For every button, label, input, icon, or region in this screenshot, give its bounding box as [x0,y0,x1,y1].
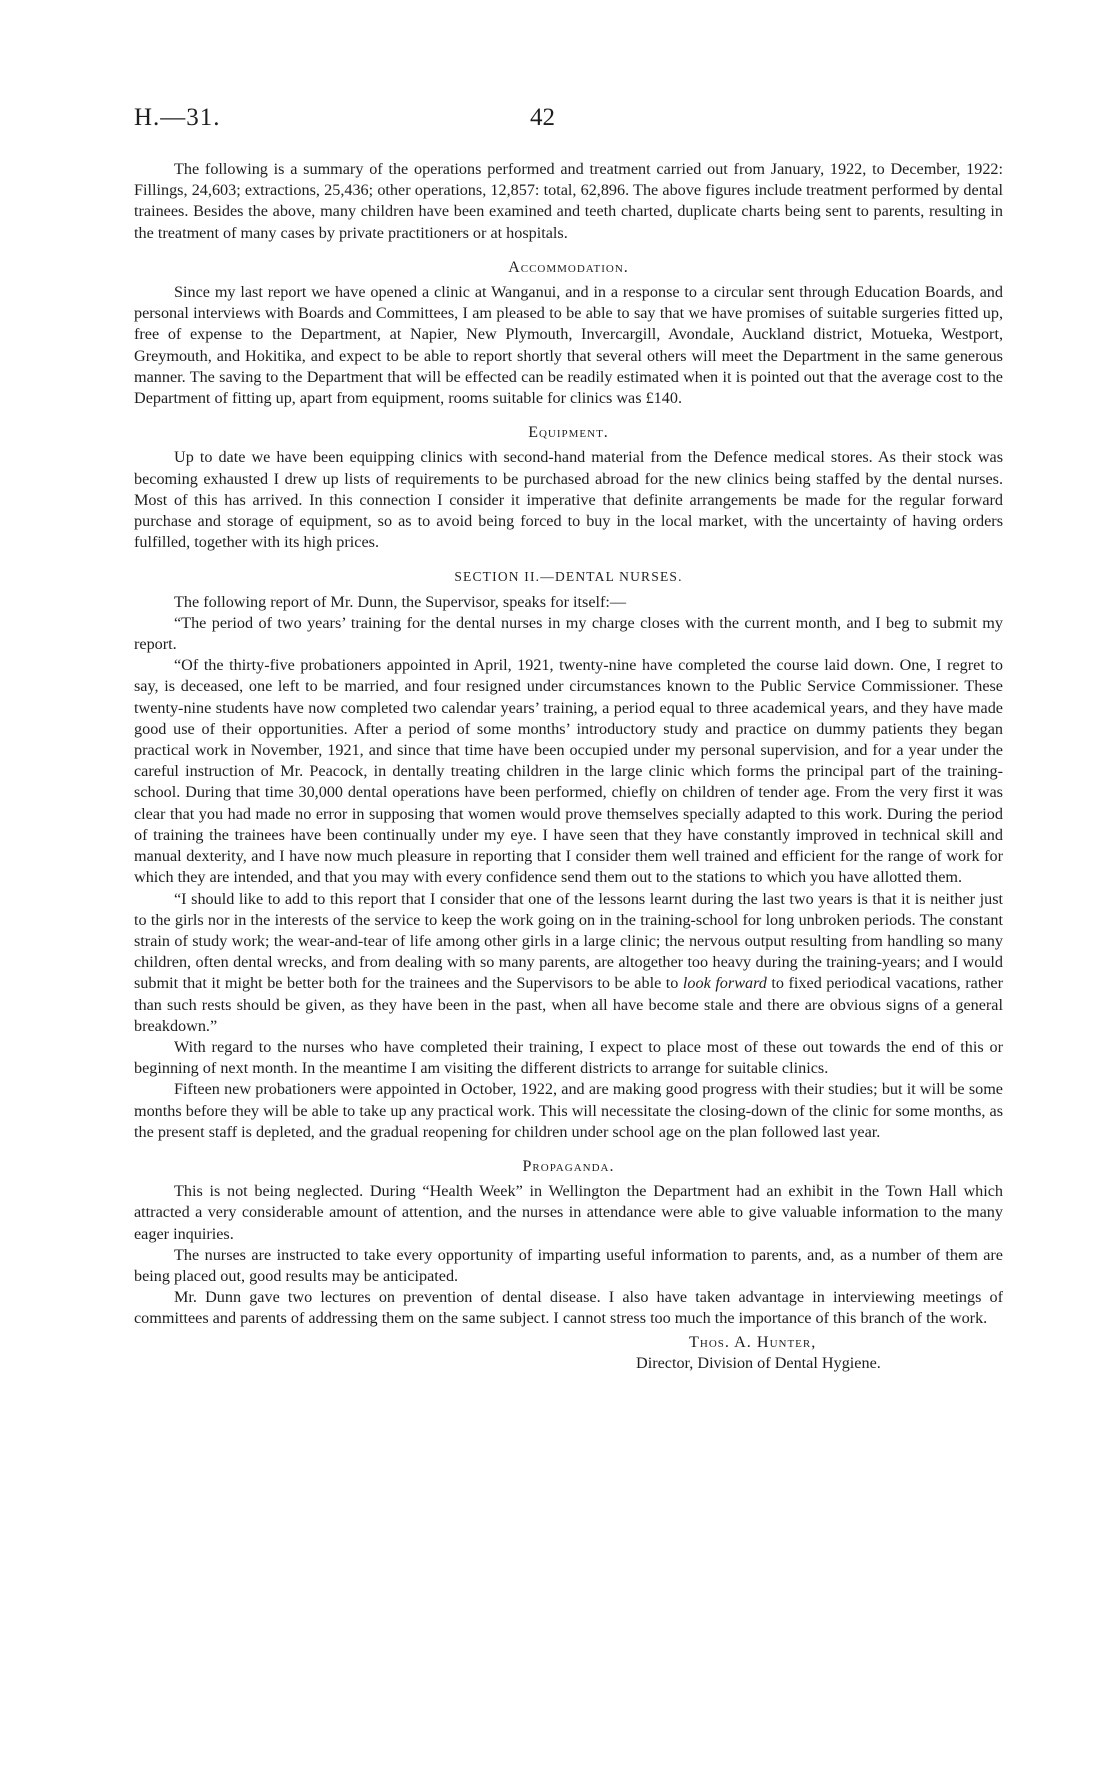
document-body [134,159,1003,1374]
section-ii-heading: SECTION II.—DENTAL NURSES. [454,569,683,585]
equipment-paragraph: Up to date we have been equipping clinics with second-hand material from the Defence medical stores. As their stock was becoming exhausted I drew up lists of requirements to be purchased abroad for the new clinics being staffed by the dental nurses. Most of this has arrived. In this connection I consider it imperative that definite arrangements be made for the regular forward purchase and storage of equipment, so as to avoid being forced to buy in the local market, with the uncertainty of having orders fulfilled, together with its high prices. [134,448,1003,552]
signatory-title: Director, Division of Dental Hygiene. [636,1353,881,1372]
propaganda-paragraph-3: Mr. Dunn gave two lectures on prevention of dental disease. I also have taken advantage in interviewing meetings of committees and parents of addressing them on the same subject. I cannot stress too much the importance of this branch of the work. [134,1288,1003,1328]
accommodation-paragraph: Since my last report we have opened a clinic at Wanganui, and in a response to a circular sent through Education Boards, and personal interviews with Boards and Committees, I am pleased to be able to say that we have promises of suitable surgeries fitted up, free of expense to the Department, at Napier, New Plymouth, Invercargill, Avondale, Auckland district, Motueka, Westport, Greymouth, and Hokitika, and expect to be able to report shortly that several others will meet the Department in the same generous manner. The saving to the Department that will be effected can be readily estimated when it is pointed out that the average cost to the Department of fitting up, apart from equipment, rooms suitable for clinics was £140. [134,283,1003,408]
section-ii-paragraph-2: “The period of two years’ training for the dental nurses in my charge closes with the current month, and I beg to submit my report. [134,613,1003,654]
propaganda-heading: Propaganda. [522,1157,615,1175]
propaganda-paragraph-1: This is not being neglected. During “Health Week” in Wellington the Department had an exhibit in the Town Hall which attracted a very considerable amount of attention, and the nurses in attendance were able to give valuable information to the many eager inquiries. [134,1182,1003,1243]
propaganda-paragraph-2: The nurses are instructed to take every opportunity of imparting useful information to parents, and, as a number of them are being placed out, good results may be anticipated. [134,1245,1003,1285]
accommodation-heading: Accommodation. [508,258,629,276]
intro-paragraph: The following is a summary of the operations performed and treatment carried out from January, 1922, to December, 1922: Fillings, 24,603; extractions, 25,436; other operations, 12,857: total, 62,896. The above figures include treatment performed by dental trainees. Besides the above, many children have been examined and teeth charted, duplicate charts being sent to parents, resulting in the treatment of many cases by private practitioners or at hospitals. [134,160,1003,242]
section-ii-paragraph-5: With regard to the nurses who have completed their training, I expect to place most of these out towards the end of this or beginning of next month. In the meantime I am visiting the different districts to arrange for suitable clinics. [134,1037,1003,1078]
signatory-name: Thos. A. Hunter, [689,1332,817,1351]
paragraph-4-part-a: “I should like to add to this report that I consider that one of the lessons learnt during the last two years is that it is neither just to the girls nor in the interests of the service to keep the work going on in the training-school for long unbroken periods. The constant strain of study work; the wear-and-tear of life among other girls in a large clinic; the nervous output resulting from handling so many children, often dental wrecks, and from dealing with so many parents, are altogether too heavy during the training-years; and I would submit that it might be better both for the trainees and the Supervisors to be able to [134,889,1003,993]
document-reference: H.—31. [134,104,221,131]
paragraph-4-emphasis: look forward [682,974,767,993]
signature-block [134,1332,1003,1374]
section-ii-paragraph-3: “Of the thirty-five probationers appointed in April, 1921, twenty-nine have completed the course laid down. One, I regret to say, is deceased, one left to be married, and four resigned under circumstances known to the Public Service Commissioner. These twenty-nine students have now completed two calendar years’ training, a period equal to three academical years, and they have made good use of their opportunities. After a period of some months’ introductory study and practice on dummy patients they began practical work in November, 1921, and since that time have been occupied under my personal supervision, and for a year under the careful instruction of Mr. Peacock, in dentally treating children in the large clinic which forms the principal part of the training-school. During that time 30,000 dental operations have been performed, chiefly on children of tender age. From the very first it was clear that you had made no error in supposing that women would prove themselves specially adapted to this work. During the period of training the trainees have been continually under my eye. I have seen that they have constantly improved in technical skill and manual dexterity, and I have now much pleasure in reporting that I consider them well trained and efficient for the range of work for which they are intended, and that you may with every confidence send them out to the stations to which you have allotted them. [134,656,1003,887]
equipment-heading: Equipment. [528,424,609,442]
paragraph-4-part-b: to fixed periodical vacations, rather than such rests should be given, as they have been in the past, when all have become stale and there are obvious signs of a general breakdown.” [134,974,1003,1035]
section-ii-paragraph-4 [134,889,1003,1037]
section-ii-paragraph-1: The following report of Mr. Dunn, the Supervisor, speaks for itself:— [174,592,627,611]
section-ii-paragraph-6: Fifteen new probationers were appointed in October, 1922, and are making good progress with their studies; but it will be some months before they will be able to take up any practical work. This will necessitate the closing-down of the clinic for some months, as the present staff is depleted, and the gradual reopening for children under school age on the plan followed last year. [134,1080,1003,1141]
page-number: 42 [530,104,555,131]
